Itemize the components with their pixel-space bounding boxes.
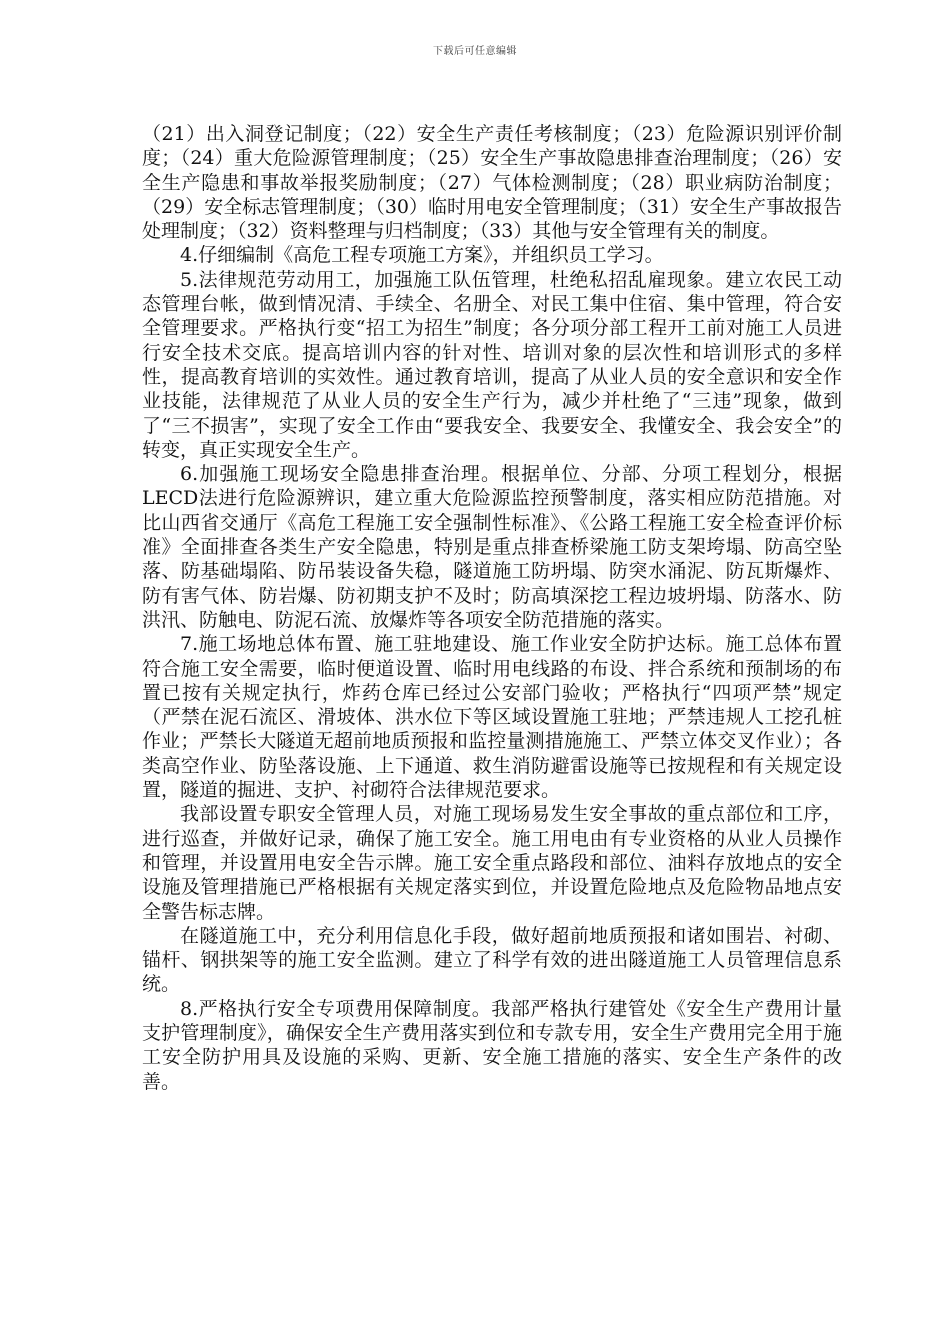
paragraph-3: 5.法律规范劳动用工，加强施工队伍管理，杜绝私招乱雇现象。建立农民工动态管理台帐，做到情况清、手续全、名册全、对民工集中住宿、集中管理，符合安全管理要求。严格执行变“招工为招生”制度；各分项分部工程开工前对施工人员进行安全技术交底。提高培训内容的针对性、培训对象的层次性和培训形式的多样性，提高教育培训的实效性。通过教育培训，提高了从业人员的安全意识和安全作业技能，法律规范了从业人员的安全生产行为，减少并杜绝了“三违”现象，做到了“三不损害”，实现了安全工作由“要我安全、我要安全、我懂安全、我会安全”的转变，真正实现安全生产。 bbox=[142, 268, 842, 461]
paragraph-2: 4.仔细编制《高危工程专项施工方案》，并组织员工学习。 bbox=[180, 244, 664, 267]
page-header: 下载后可任意编辑 bbox=[433, 46, 517, 57]
paragraph-4: 6.加强施工现场安全隐患排查治理。根据单位、分部、分项工程划分，根据LECD法进行危险源辨识，建立重大危险源监控预警制度，落实相应防范措施。对比山西省交通厅《高危工程施工安全强制性标准》、《公路工程施工安全检查评价标准》全面排查各类生产安全隐患，特别是重点排查桥梁施工防支架垮塌、防高空坠落、防基础塌陷、防吊装设备失稳，隧道施工防坍塌、防突水涌泥、防瓦斯爆炸、防有害气体、防岩爆、防初期支护不及时；防高填深挖工程边坡坍塌、防落水、防洪汛、防触电、防泥石流、放爆炸等各项安全防范措施的落实。 bbox=[142, 463, 842, 631]
paragraph-1: （21）出入洞登记制度；（22）安全生产责任考核制度；（23）危险源识别评价制度；（24）重大危险源管理制度；（25）安全生产事故隐患排查治理制度；（26）安全生产隐患和事故举报奖励制度；（27）气体检测制度；（28）职业病防治制度；（29）安全标志管理制度；（30）临时用电安全管理制度；（31）安全生产事故报告处理制度；（32）资料整理与归档制度；（33）其他与安全管理有关的制度。 bbox=[142, 123, 842, 243]
paragraph-7: 在隧道施工中，充分利用信息化手段，做好超前地质预报和诸如围岩、衬砌、锚杆、钢拱架等的施工安全监测。建立了科学有效的进出隧道施工人员管理信息系统。 bbox=[142, 924, 842, 996]
paragraph-5: 7.施工场地总体布置、施工驻地建设、施工作业安全防护达标。施工总体布置符合施工安全需要，临时便道设置、临时用电线路的布设、拌合系统和预制场的布置已按有关规定执行，炸药仓库已经过公安部门验收；严格执行“四项严禁”规定（严禁在泥石流区、滑坡体、洪水位下等区域设置施工驻地；严禁违规人工挖孔桩作业；严禁长大隧道无超前地质预报和监控量测措施施工、严禁立体交叉作业）；各类高空作业、防坠落设施、上下通道、救生消防避雷设施等已按规程和有关规定设置，隧道的掘进、支护、衬砌符合法律规范要求。 bbox=[142, 633, 842, 802]
paragraph-6: 我部设置专职安全管理人员，对施工现场易发生安全事故的重点部位和工序，进行巡查，并做好记录，确保了施工安全。施工用电由有专业资格的从业人员操作和管理，并设置用电安全告示牌。施工安全重点路段和部位、油料存放地点的安全设施及管理措施已严格根据有关规定落实到位，并设置危险地点及危险物品地点安全警告标志牌。 bbox=[142, 803, 842, 923]
paragraph-8: 8.严格执行安全专项费用保障制度。我部严格执行建管处《安全生产费用计量支护管理制度》，确保安全生产费用落实到位和专款专用，安全生产费用完全用于施工安全防护用具及设施的采购、更新、安全施工措施的落实、安全生产条件的改善。 bbox=[142, 997, 842, 1093]
document-body bbox=[142, 122, 842, 1094]
